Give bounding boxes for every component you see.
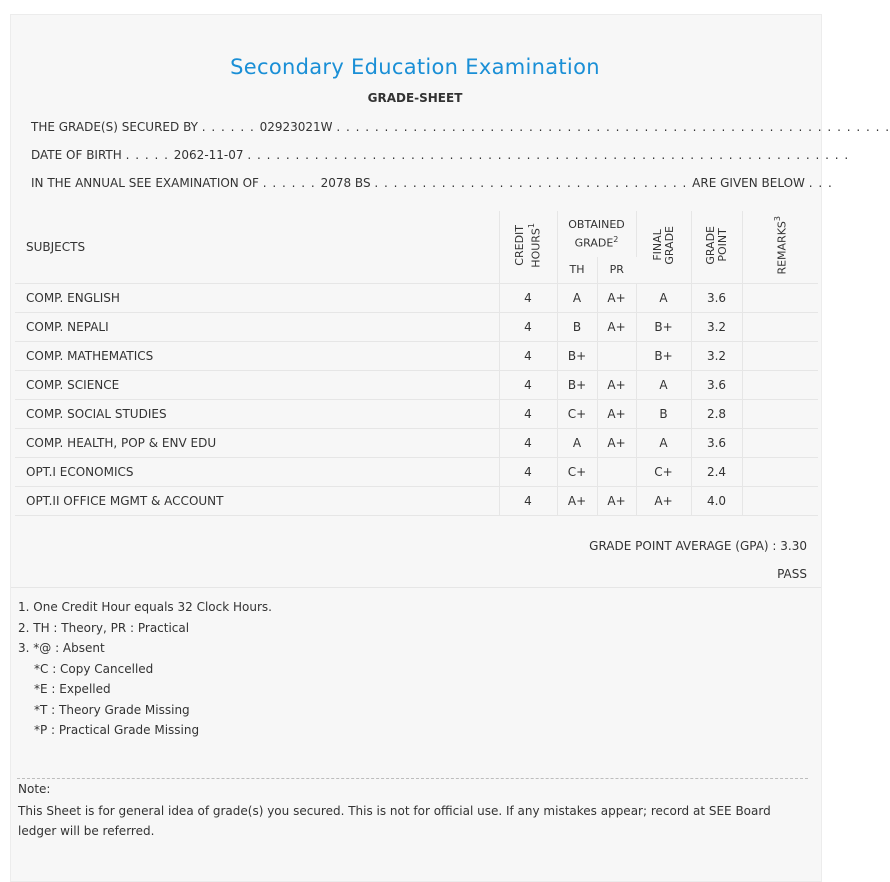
cell-pr-grade: A+ (597, 399, 636, 428)
cell-final-grade: A (636, 428, 691, 457)
table-row (15, 399, 818, 428)
cell-th-grade: A (557, 428, 597, 457)
header-obtained-grade: OBTAINED GRADE$^2$ (557, 211, 636, 257)
page-subtitle: GRADE-SHEET (367, 91, 463, 105)
cell-th-grade: B (557, 312, 597, 341)
divider (11, 587, 821, 588)
table-row (15, 428, 818, 457)
info-dob: DATE OF BIRTH . . . . . 2062-11-07 . . . . . . . . . . . . . . . . . . . . . . . . . . . . . . . . . . . . . . . . . . . . . . . . . . . . . . . . . . . . . . . (31, 148, 850, 162)
cell-final-grade: C+ (636, 457, 691, 486)
cell-final-grade: B (636, 399, 691, 428)
cell-grade-point: 2.4 (691, 457, 742, 486)
cell-credit-hours: 4 (499, 283, 557, 312)
cell-pr-grade: A+ (597, 428, 636, 457)
gpa-value: 3.30 (780, 539, 807, 553)
exam-label: IN THE ANNUAL SEE EXAMINATION OF (31, 176, 259, 190)
cell-th-grade: A+ (557, 486, 597, 515)
cell-subject: COMP. SOCIAL STUDIES (15, 399, 499, 428)
exam-year: 2078 BS (320, 176, 371, 190)
grades-table (15, 211, 818, 516)
page-title: Secondary Education Examination (230, 55, 600, 79)
cell-remarks (742, 457, 818, 486)
cell-th-grade: B+ (557, 341, 597, 370)
footnotes (18, 597, 272, 741)
cell-final-grade: A (636, 283, 691, 312)
cell-grade-point: 3.2 (691, 312, 742, 341)
cell-subject: COMP. SCIENCE (15, 370, 499, 399)
cell-remarks (742, 428, 818, 457)
table-row (15, 370, 818, 399)
cell-th-grade: C+ (557, 457, 597, 486)
cell-subject: COMP. NEPALI (15, 312, 499, 341)
dob-label: DATE OF BIRTH (31, 148, 122, 162)
footnote-1: 1. One Credit Hour equals 32 Clock Hours. (18, 600, 272, 614)
cell-remarks (742, 312, 818, 341)
footnote-3: 3. *@ : Absent (18, 641, 105, 655)
gpa-label: GRADE POINT AVERAGE (GPA) : (589, 539, 777, 553)
dob-value: 2062-11-07 (173, 148, 244, 162)
cell-grade-point: 4.0 (691, 486, 742, 515)
result-status: PASS (777, 567, 807, 581)
header-subjects: SUBJECTS (15, 211, 499, 283)
info-exam: IN THE ANNUAL SEE EXAMINATION OF . . . . . . 2078 BS . . . . . . . . . . . . . . . . . . . . . . . . . . . . . . . . . ARE GIVEN BELOW . . . (31, 176, 833, 190)
cell-final-grade: A+ (636, 486, 691, 515)
table-row (15, 486, 818, 515)
cell-subject: COMP. HEALTH, POP & ENV EDU (15, 428, 499, 457)
header-grade-point: GRADE POINT (691, 211, 742, 283)
table-row (15, 457, 818, 486)
footnote-2: 2. TH : Theory, PR : Practical (18, 620, 190, 635)
cell-remarks (742, 486, 818, 515)
cell-credit-hours: 4 (499, 370, 557, 399)
cell-credit-hours: 4 (499, 428, 557, 457)
cell-grade-point: 3.6 (691, 283, 742, 312)
cell-remarks (742, 399, 818, 428)
cell-grade-point: 3.6 (691, 370, 742, 399)
cell-remarks (742, 283, 818, 312)
cell-th-grade: B+ (557, 370, 597, 399)
header-remarks: REMARKS$^3$ (742, 211, 818, 283)
cell-final-grade: B+ (636, 312, 691, 341)
given-below-label: ARE GIVEN BELOW (692, 176, 805, 190)
cell-final-grade: B+ (636, 341, 691, 370)
footnote-3-t: *T : Theory Grade Missing (34, 702, 190, 717)
grade-sheet (10, 14, 890, 882)
header-credit-hours: CREDIT HOURS$^1$ (499, 211, 557, 283)
header-th: TH (557, 257, 597, 283)
cell-credit-hours: 4 (499, 457, 557, 486)
table-row (15, 312, 818, 341)
cell-pr-grade (597, 457, 636, 486)
cell-grade-point: 2.8 (691, 399, 742, 428)
cell-credit-hours: 4 (499, 341, 557, 370)
cell-pr-grade (597, 341, 636, 370)
table-header-row (15, 211, 818, 257)
cell-pr-grade: A+ (597, 370, 636, 399)
footnote-3-e: *E : Expelled (34, 682, 111, 696)
footnote-3-p: *P : Practical Grade Missing (34, 723, 200, 737)
cell-credit-hours: 4 (499, 486, 557, 515)
cell-credit-hours: 4 (499, 312, 557, 341)
cell-final-grade: A (636, 370, 691, 399)
cell-grade-point: 3.2 (691, 341, 742, 370)
header-final-grade: FINAL GRADE (636, 211, 691, 283)
table-row (15, 341, 818, 370)
table-row (15, 283, 818, 312)
cell-pr-grade: A+ (597, 283, 636, 312)
secured-by-label: THE GRADE(S) SECURED BY (31, 120, 198, 134)
dashed-divider (17, 778, 808, 779)
cell-grade-point: 3.6 (691, 428, 742, 457)
header-pr: PR (597, 257, 636, 283)
cell-subject: OPT.II OFFICE MGMT & ACCOUNT (15, 486, 499, 515)
gpa-line (589, 539, 807, 553)
symbol-number: 02923021W (259, 120, 333, 134)
cell-remarks (742, 370, 818, 399)
cell-th-grade: C+ (557, 399, 597, 428)
cell-subject: COMP. ENGLISH (15, 283, 499, 312)
info-secured-by: THE GRADE(S) SECURED BY . . . . . . 02923021W . . . . . . . . . . . . . . . . . . . . . . . . . . . . . . . . . . . . . . . . . . . . . . . . . . . . . . . . . . (31, 120, 890, 134)
cell-remarks (742, 341, 818, 370)
note-heading: Note: (18, 782, 51, 796)
cell-credit-hours: 4 (499, 399, 557, 428)
cell-th-grade: A (557, 283, 597, 312)
note-body: This Sheet is for general idea of grade(s) you secured. This is not for official use. If any mistakes appear; record at SEE Board ledger will be referred. (18, 804, 771, 838)
footnote-3-c: *C : Copy Cancelled (34, 661, 154, 676)
cell-subject: OPT.I ECONOMICS (15, 457, 499, 486)
cell-subject: COMP. MATHEMATICS (15, 341, 499, 370)
cell-pr-grade: A+ (597, 486, 636, 515)
cell-pr-grade: A+ (597, 312, 636, 341)
